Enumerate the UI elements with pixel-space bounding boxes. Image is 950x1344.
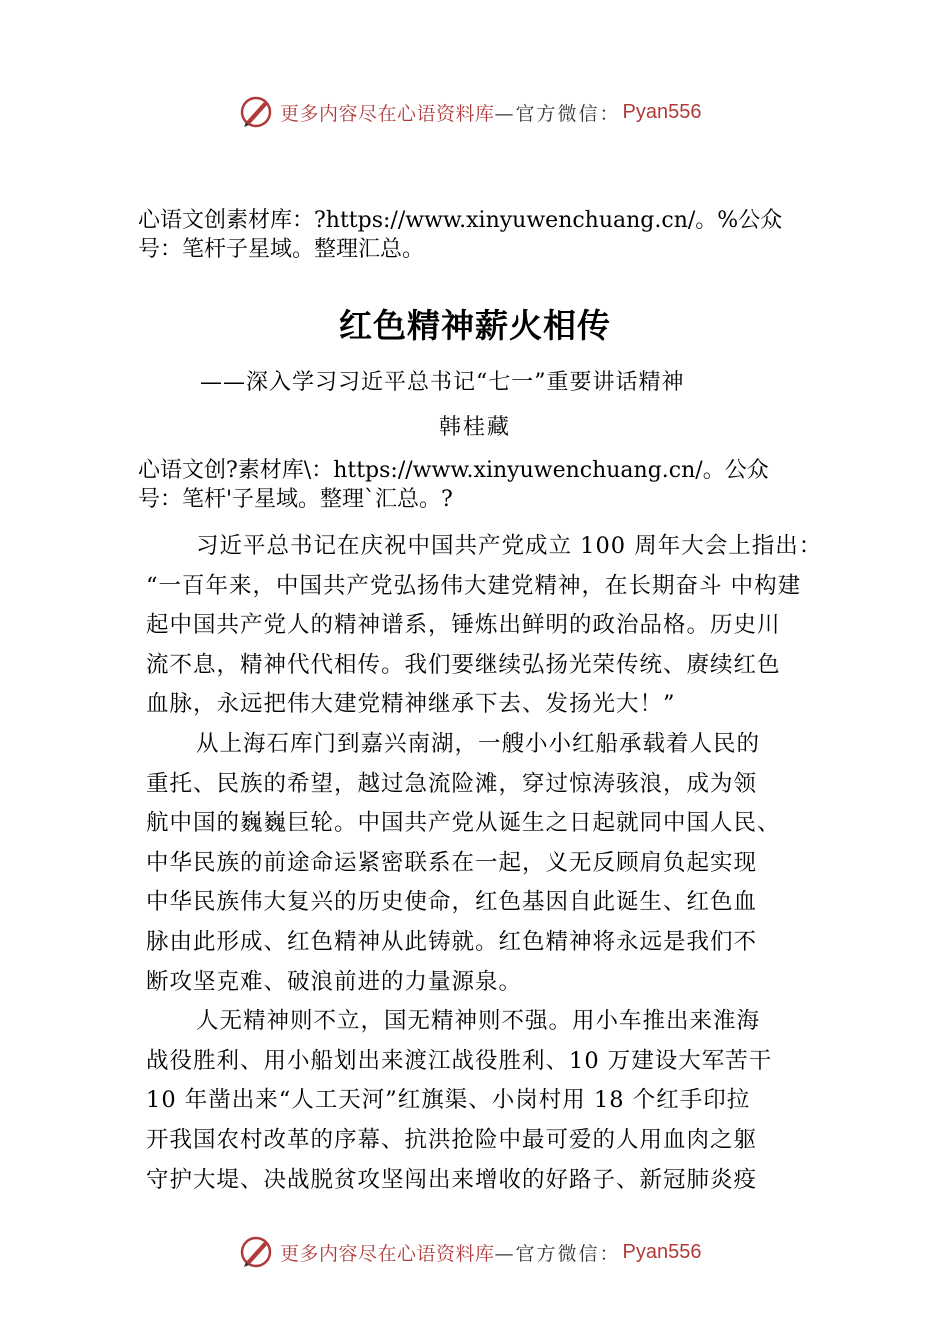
body-line: 航中国的巍巍巨轮。中国共产党从诞生之日起就同中国人民、 (146, 810, 781, 837)
body-line: 中华民族伟大复兴的历史使命，红色基因自此诞生、红色血 (146, 889, 758, 916)
article-title: 红色精神薪火相传 (339, 306, 611, 345)
source-note-1-line-2: 号：笔杆子星域。整理汇总。 (138, 237, 425, 262)
body-line: 重托、民族的希望，越过急流险滩，穿过惊涛骇浪，成为领 (146, 770, 758, 797)
article-subtitle: ——深入学习习近平总书记“七一”重要讲话精神 (200, 370, 685, 395)
body-line: “一百年来，中国共产党弘扬伟大建党精神，在长期奋斗 中构建 (146, 572, 802, 599)
banner-brand: 更多内容尽在心语资料库 (280, 102, 495, 125)
body-line: 脉由此形成、红色精神从此铸就。红色精神将永远是我们不 (146, 928, 758, 955)
header-banner (238, 92, 738, 132)
body-line: 血脉，永远把伟大建党精神继承下去、发扬光大！” (146, 691, 676, 718)
banner-wechat-label: —官方微信： (494, 1242, 621, 1265)
pen-logo-icon (238, 94, 274, 130)
body-line: 守护大堤、决战脱贫攻坚闯出来增收的好路子、新冠肺炎疫 (146, 1166, 758, 1193)
banner-wechat-label: —官方微信： (494, 102, 621, 125)
body-line: 中华民族的前途命运紧密联系在一起，义无反顾肩负起实现 (146, 849, 758, 876)
source-note-2 (138, 456, 838, 514)
banner-brand: 更多内容尽在心语资料库 (280, 1242, 495, 1265)
article-body (146, 527, 836, 1200)
body-line: 断攻坚克难、破浪前进的力量源泉。 (146, 968, 523, 995)
footer-banner (238, 1232, 738, 1272)
body-line: 流不息，精神代代相传。我们要继续弘扬光荣传统、赓续红色 (146, 651, 781, 678)
source-note-2-line-1: 心语文创?素材库\：https://www.xinyuwenchuang.cn/。公众 (138, 458, 769, 483)
pen-logo-icon (238, 1234, 274, 1270)
source-note-1 (138, 206, 838, 264)
body-line: 人无精神则不立，国无精神则不强。用小车推出来淮海 (196, 1008, 761, 1035)
body-line: 10 年凿出来“人工天河”红旗渠、小岗村用 18 个红手印拉 (146, 1087, 751, 1114)
banner-wechat-id: Pyan556 (622, 1240, 702, 1263)
body-line: 习近平总书记在庆祝中国共产党成立 100 周年大会上指出： (196, 533, 823, 559)
article-author: 韩桂藏 (438, 415, 511, 440)
body-line: 开我国农村改革的序幕、抗洪抢险中最可爱的人用血肉之躯 (146, 1126, 758, 1153)
body-line: 起中国共产党人的精神谱系，锤炼出鲜明的政治品格。历史川 (146, 612, 781, 639)
body-line: 从上海石库门到嘉兴南湖，一艘小小红船承载着人民的 (196, 730, 761, 757)
banner-wechat-id: Pyan556 (622, 100, 702, 123)
source-note-2-line-2: 号：笔杆'子星域。整理`汇总。? (138, 487, 453, 512)
body-line: 战役胜利、用小船划出来渡江战役胜利、10 万建设大军苦干 (146, 1047, 773, 1074)
source-note-1-line-1: 心语文创素材库：?https://www.xinyuwenchuang.cn/。%公众 (138, 208, 783, 233)
